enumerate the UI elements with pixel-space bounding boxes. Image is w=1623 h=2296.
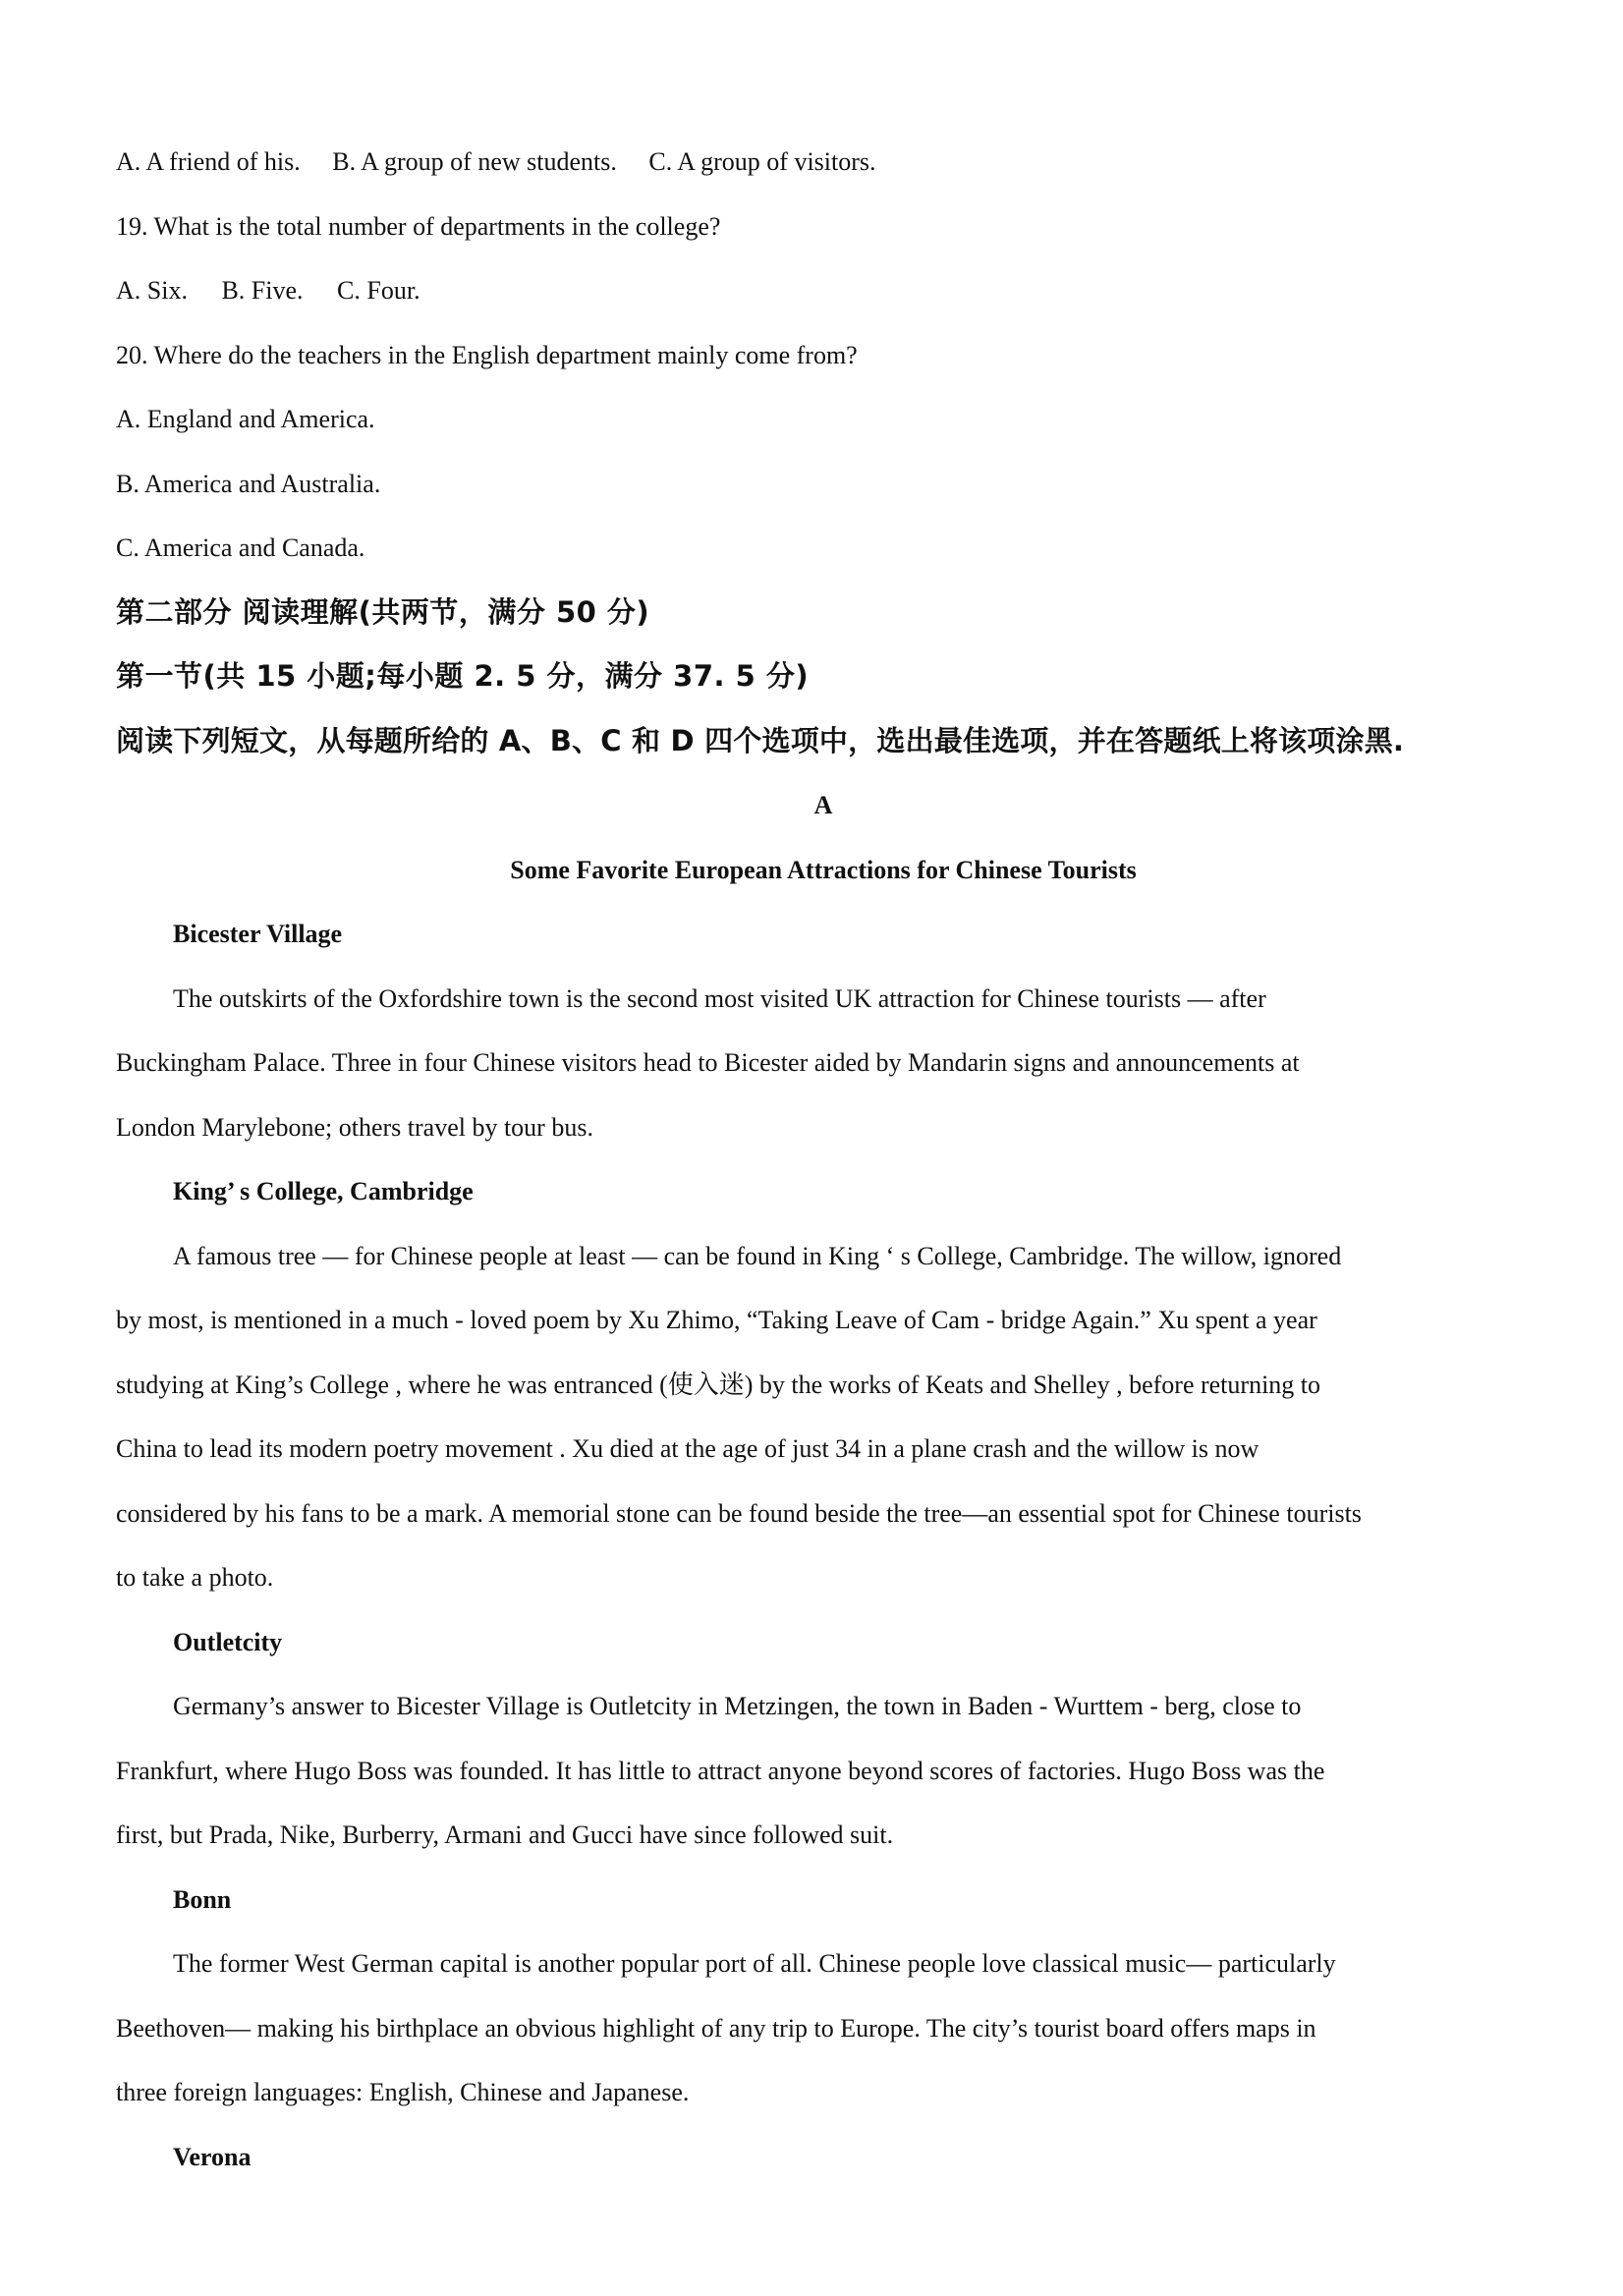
paragraph-line: first, but Prada, Nike, Burberry, Armani and Gucci have since followed suit. [116,1820,894,1849]
q19-option-a: A. Six. [116,276,188,305]
q20-option-c: C. America and Canada. [116,533,365,562]
q20-question: 20. Where do the teachers in the English department mainly come from? [116,340,858,369]
section-part-title: 第二部分 阅读理解(共两节，满分 50 分) [116,594,650,629]
paragraph-line: three foreign languages: English, Chinese and Japanese. [116,2078,690,2106]
q19-option-b: B. Five. [221,276,304,305]
q18-options [116,130,1531,195]
paragraph-line: London Marylebone; others travel by tour bus. [116,1112,593,1142]
paragraph-line: by most, is mentioned in a much - loved poem by Xu Zhimo, “Taking Leave of Cam - bridge Again.” Xu spent a year [116,1306,1317,1334]
paragraph-line: Frankfurt, where Hugo Boss was founded. It has little to attract anyone beyond scores of factories. Hugo Boss was the [116,1756,1325,1785]
q19-options [116,258,1531,323]
heading-bonn: Bonn [173,1884,232,1914]
q18-option-b: B. A group of new students. [332,147,617,176]
q19-question: 19. What is the total number of departments in the college? [116,211,721,241]
q19-option-c: C. Four. [337,276,420,305]
heading-outletcity: Outletcity [173,1627,283,1656]
exam-page [116,130,1531,2189]
section-instruction: 阅读下列短文，从每题所给的 A、B、C 和 D 四个选项中，选出最佳选项，并在答题纸上将该项涂黑. [116,723,1405,757]
paragraph-line: A famous tree — for Chinese people at least — can be found in King ‘ s College, Cambridge. The willow, ignored [173,1241,1342,1270]
section-sub-title: 第一节(共 15 小题;每小题 2. 5 分，满分 37. 5 分) [116,659,810,693]
paragraph-line: Germany’s answer to Bicester Village is Outletcity in Metzingen, the town in Baden - Wurttem - berg, close to [173,1692,1302,1720]
paragraph-line: to take a photo. [116,1563,274,1592]
paragraph-line: The former West German capital is another popular port of all. Chinese people love classical music— particularly [173,1949,1336,1978]
heading-verona: Verona [173,2142,252,2171]
paragraph-line: considered by his fans to be a mark. A memorial stone can be found beside the tree—an essential spot for Chinese tourists [116,1498,1362,1528]
heading-kings-college: King’ s College, Cambridge [173,1177,474,1205]
heading-bicester-village: Bicester Village [173,920,343,948]
paragraph-line: Buckingham Palace. Three in four Chinese visitors head to Bicester aided by Mandarin signs and announcements at [116,1048,1300,1077]
q20-option-b: B. America and Australia. [116,469,381,498]
paragraph-line: The outskirts of the Oxfordshire town is the second most visited UK attraction for Chinese tourists — after [173,983,1266,1013]
passage-label: A [813,791,833,819]
paragraph-line: China to lead its modern poetry movement . Xu died at the age of just 34 in a plane crash and the willow is now [116,1434,1259,1463]
q18-option-c: C. A group of visitors. [648,147,876,176]
paragraph-line: Beethoven— making his birthplace an obvious highlight of any trip to Europe. The city’s tourist board offers maps in [116,2013,1316,2043]
paragraph-line: studying at King’s College , where he was entranced (使入迷) by the works of Keats and Shelley , before returning to [116,1370,1321,1399]
q18-option-a: A. A friend of his. [116,147,301,176]
q20-option-a: A. England and America. [116,405,375,433]
passage-title: Some Favorite European Attractions for Chinese Tourists [510,855,1137,884]
